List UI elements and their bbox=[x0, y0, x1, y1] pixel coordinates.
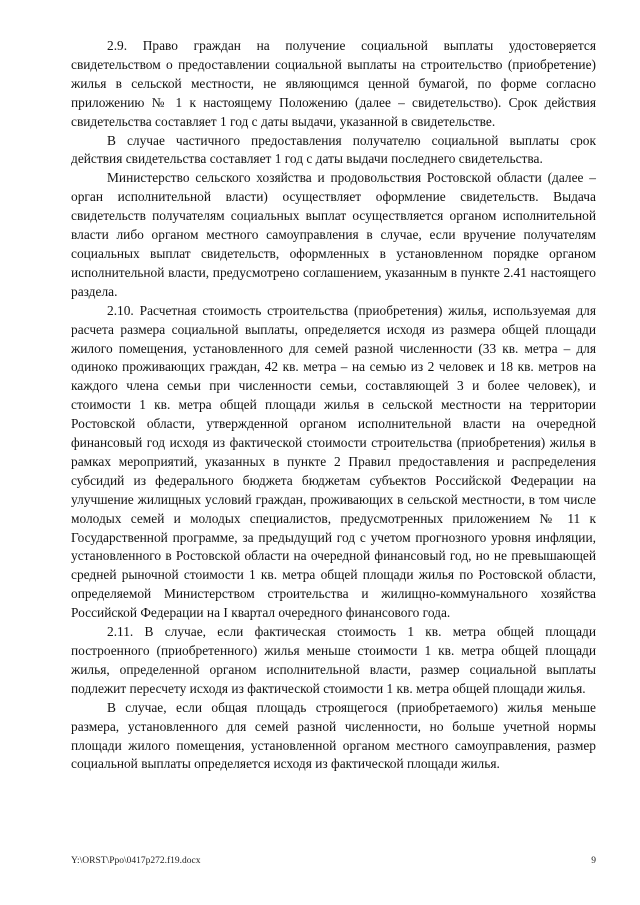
paragraph-2-11: 2.11. В случае, если фактическая стоимость 1 кв. метра общей площади построенного (приобретенного) жилья меньше стоимости 1 кв. метра общей площади жилья, определенной органом исполнительной власти, размер социальной выплаты подлежит пересчету исходя из фактической стоимости 1 кв. метра общей площади жилья. bbox=[71, 624, 596, 696]
footer-page-number: 9 bbox=[591, 856, 596, 866]
paragraph-partial-payment: В случае частичного предоставления получателю социальной выплаты срок действия свидетельства составляет 1 год с даты выдачи последнего свидетельства. bbox=[71, 132, 596, 167]
paragraph-2-10: 2.10. Расчетная стоимость строительства (приобретения) жилья, используемая для расчета размера социальной выплаты, определяется исходя из размера общей площади жилого помещения, установленного для семей разной численности (33 кв. метра – для одиноко проживающих граждан, 42 кв. метра – на семью из 2 человек и 18 кв. метров на каждого члена семьи при численности семьи, составляющей 3 и более человек), и стоимости 1 кв. метра общей площади жилья в сельской местности на территории Ростовской области, утвержденной органом исполнительной власти на очередной финансовый год исходя из фактической стоимости строительства (приобретения) жилья в рамках мероприятий, указанных в пункте 2 Правил предоставления и распределения субсидий из федерального бюджета бюджетам субъектов Российской Федерации на улучшение жилищных условий граждан, проживающих в сельской местности, в том числе молодых семей и молодых специалистов, предусмотренных приложением № 11 к Государственной программе, за предыдущий год с учетом прогнозного уровня инфляции, установленного в Ростовской области на очередной финансовый год, но не превышающей средней рыночной стоимости 1 кв. метра общей площади жилья по Ростовской области, определяемой Министерством строительства и жилищно-коммунального хозяйства Российской Федерации на I квартал очередного финансового года. bbox=[71, 302, 596, 621]
paragraph-ministry: Министерство сельского хозяйства и продовольствия Ростовской области (далее – орган исполнительной власти) осуществляет оформление свидетельств. Выдача свидетельств получателям социальных выплат осуществляется органом исполнительной власти либо органом местного самоуправления в случае, если вручение получателям социальных выплат свидетельств, оформленных в установленном порядке органом исполнительной власти, предусмотрено соглашением, указанным в пункте 2.41 настоящего раздела. bbox=[71, 170, 596, 299]
page-footer bbox=[71, 856, 596, 866]
document-body bbox=[71, 37, 596, 774]
paragraph-2-9: 2.9. Право граждан на получение социальной выплаты удостоверяется свидетельством о предоставлении социальной выплаты на строительство (приобретение) жилья в сельской местности, не являющимся ценной бумагой, по форме согласно приложению № 1 к настоящему Положению (далее – свидетельство). Срок действия свидетельства составляет 1 год с даты выдачи, указанной в свидетельстве. bbox=[71, 38, 596, 129]
paragraph-area-case: В случае, если общая площадь строящегося (приобретаемого) жилья меньше размера, установленного для семей разной численности, но больше учетной нормы площади жилого помещения, установленной органом местного самоуправления, размер социальной выплаты определяется исходя из фактической площади жилья. bbox=[71, 699, 596, 772]
footer-file-path: Y:\ORST\Ppo\0417p272.f19.docx bbox=[71, 856, 201, 866]
